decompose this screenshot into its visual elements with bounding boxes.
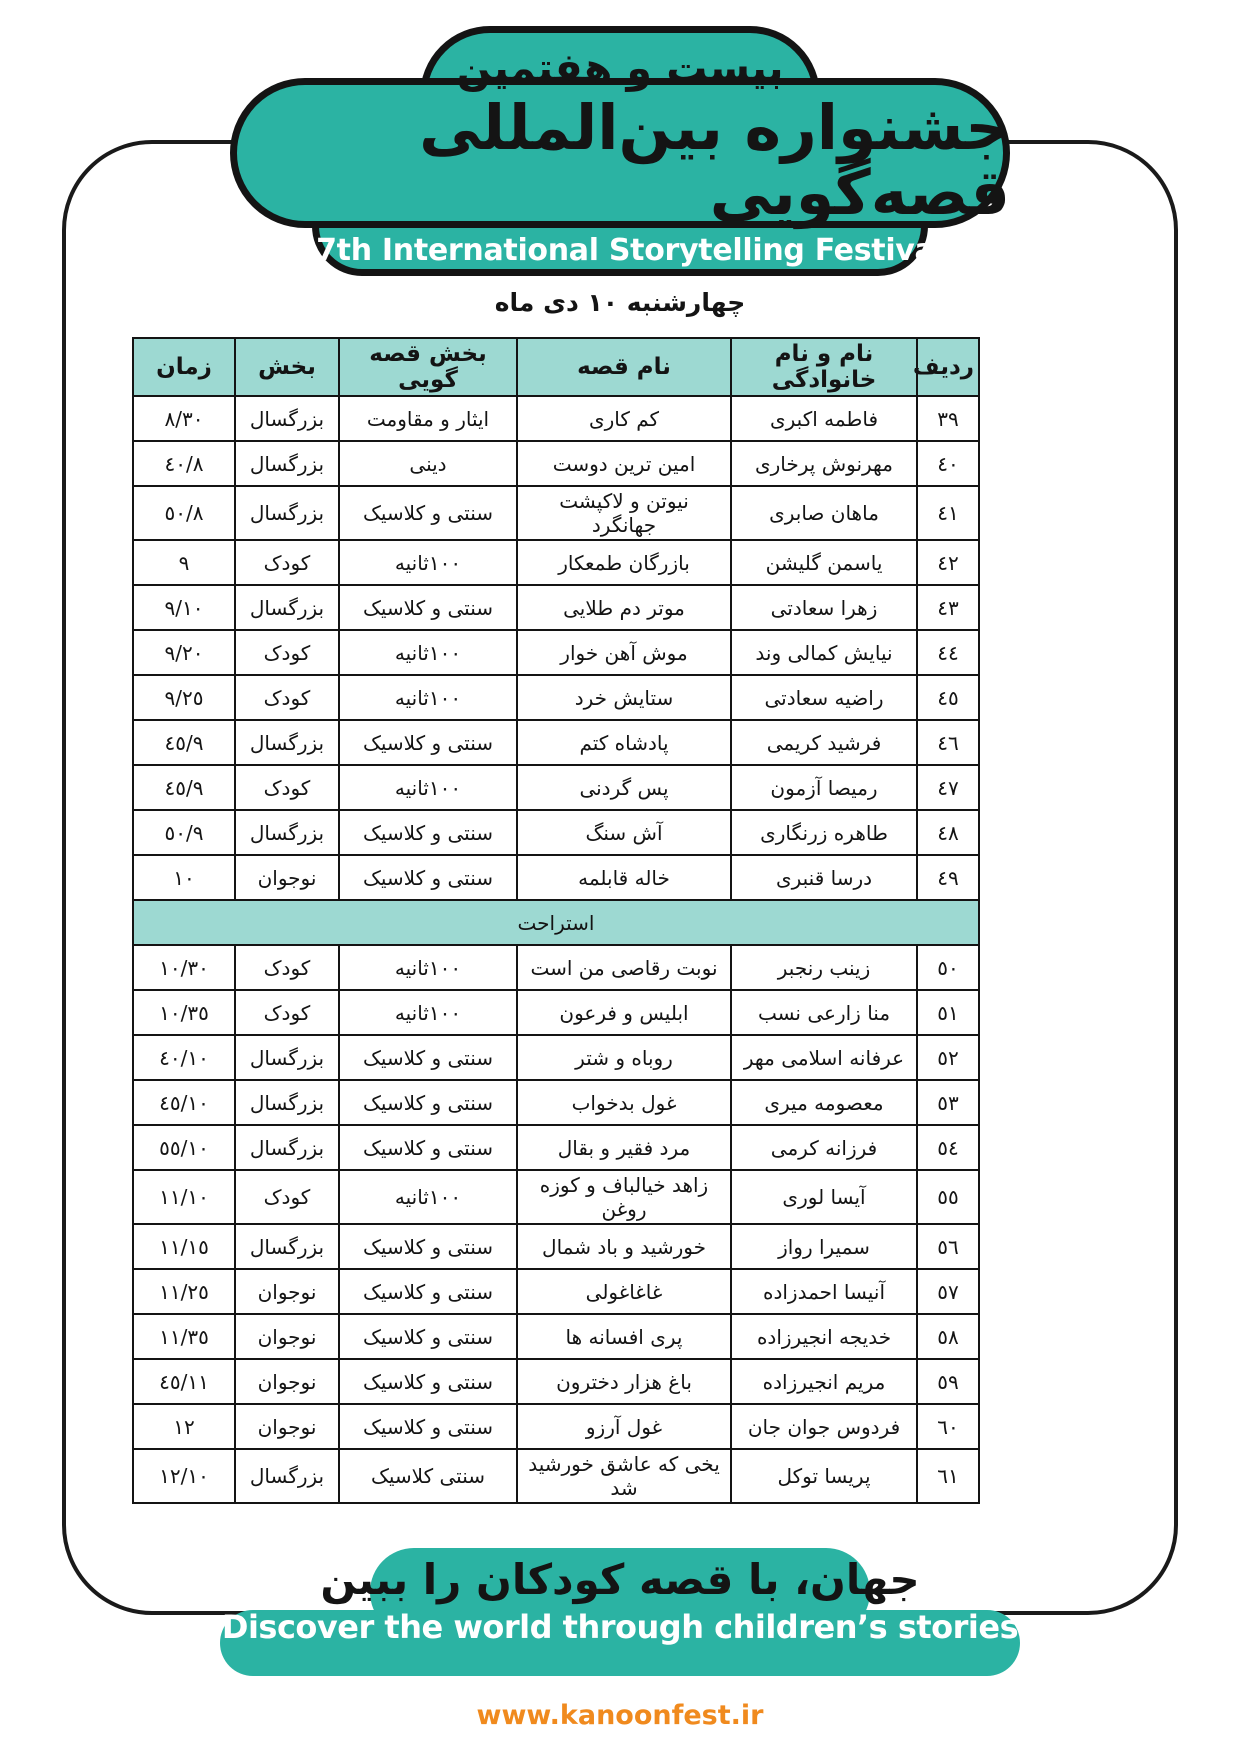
logo-text: [230, 26, 1010, 281]
cell-story-title: نیوتن و لاکپشت جهانگرد: [517, 486, 731, 540]
cell-storytelling-section: ۱۰۰ثانیه: [339, 630, 517, 675]
cell-row-number: ٦۰: [917, 1404, 979, 1449]
cell-storytelling-section: سنتی و کلاسیک: [339, 1314, 517, 1359]
cell-age-group: بزرگسال: [235, 1224, 339, 1269]
cell-storytelling-section: ۱۰۰ثانیه: [339, 540, 517, 585]
table-row: [133, 990, 979, 1035]
cell-performer-name: زهرا سعادتی: [731, 585, 917, 630]
cell-time: ۱۰/۳۰: [133, 945, 235, 990]
cell-storytelling-section: سنتی و کلاسیک: [339, 585, 517, 630]
cell-storytelling-section: ایثار و مقاومت: [339, 396, 517, 441]
cell-storytelling-section: سنتی و کلاسیک: [339, 1359, 517, 1404]
cell-story-title: موتر دم طلایی: [517, 585, 731, 630]
cell-storytelling-section: سنتی و کلاسیک: [339, 855, 517, 900]
cell-performer-name: سمیرا رواز: [731, 1224, 917, 1269]
cell-storytelling-section: سنتی و کلاسیک: [339, 810, 517, 855]
cell-performer-name: راضیه سعادتی: [731, 675, 917, 720]
festival-logo: [0, 18, 1240, 288]
cell-time: ۱۰: [133, 855, 235, 900]
cell-storytelling-section: ۱۰۰ثانیه: [339, 675, 517, 720]
table-row: [133, 486, 979, 540]
table-row: [133, 1080, 979, 1125]
table-row: [133, 1404, 979, 1449]
logo-edition-line: بیست و هفتمین: [456, 43, 784, 92]
cell-performer-name: مریم انجیرزاده: [731, 1359, 917, 1404]
cell-storytelling-section: ۱۰۰ثانیه: [339, 945, 517, 990]
cell-age-group: بزرگسال: [235, 1035, 339, 1080]
table-row: [133, 1359, 979, 1404]
table-row: [133, 765, 979, 810]
cell-story-title: خاله قابلمه: [517, 855, 731, 900]
cell-storytelling-section: سنتی و کلاسیک: [339, 1224, 517, 1269]
cell-row-number: ٥۳: [917, 1080, 979, 1125]
table-row: [133, 441, 979, 486]
cell-performer-name: معصومه میری: [731, 1080, 917, 1125]
cell-story-title: کم کاری: [517, 396, 731, 441]
cell-performer-name: رمیصا آزمون: [731, 765, 917, 810]
footer-shape: [220, 1548, 1020, 1688]
cell-time: ۸/٥۰: [133, 486, 235, 540]
cell-row-number: ٥٤: [917, 1125, 979, 1170]
cell-storytelling-section: سنتی و کلاسیک: [339, 1080, 517, 1125]
table-row: [133, 855, 979, 900]
cell-story-title: مرد فقیر و بقال: [517, 1125, 731, 1170]
cell-story-title: بازرگان طمعکار: [517, 540, 731, 585]
cell-performer-name: فرزانه کرمی: [731, 1125, 917, 1170]
table-row: [133, 1314, 979, 1359]
footer-slogan-fa: جهان، با قصه کودکان را ببین: [320, 1555, 920, 1604]
cell-time: ۹/٤٥: [133, 720, 235, 765]
cell-time: ۱۱/۱٥: [133, 1224, 235, 1269]
cell-story-title: غاغاغولی: [517, 1269, 731, 1314]
cell-story-title: موش آهن خوار: [517, 630, 731, 675]
cell-time: ۸/٤۰: [133, 441, 235, 486]
cell-time: ۹: [133, 540, 235, 585]
cell-story-title: غول آرزو: [517, 1404, 731, 1449]
cell-time: ۱۱/۳٥: [133, 1314, 235, 1359]
table-row: [133, 630, 979, 675]
cell-story-title: پری افسانه ها: [517, 1314, 731, 1359]
column-header-section: بخش قصه گویی: [339, 338, 517, 396]
cell-performer-name: طاهره زرنگاری: [731, 810, 917, 855]
cell-age-group: بزرگسال: [235, 396, 339, 441]
cell-row-number: ٤٥: [917, 675, 979, 720]
cell-age-group: کودک: [235, 945, 339, 990]
cell-story-title: امین ترین دوست: [517, 441, 731, 486]
cell-time: ۹/٤٥: [133, 765, 235, 810]
column-header-num: ردیف: [917, 338, 979, 396]
column-header-name: نام و نام خانوادگی: [731, 338, 917, 396]
cell-age-group: بزرگسال: [235, 585, 339, 630]
table-row: [133, 1170, 979, 1224]
cell-age-group: بزرگسال: [235, 1080, 339, 1125]
cell-age-group: بزرگسال: [235, 1125, 339, 1170]
cell-storytelling-section: سنتی کلاسیک: [339, 1449, 517, 1503]
cell-time: ۸/۳۰: [133, 396, 235, 441]
footer-text: [220, 1548, 1020, 1688]
cell-row-number: ٥٥: [917, 1170, 979, 1224]
cell-age-group: بزرگسال: [235, 810, 339, 855]
cell-time: ۱۰/٤۰: [133, 1035, 235, 1080]
cell-time: ۹/٥۰: [133, 810, 235, 855]
cell-story-title: پس گردنی: [517, 765, 731, 810]
cell-story-title: خورشید و باد شمال: [517, 1224, 731, 1269]
cell-storytelling-section: سنتی و کلاسیک: [339, 486, 517, 540]
cell-performer-name: منا زارعی نسب: [731, 990, 917, 1035]
cell-row-number: ٤۹: [917, 855, 979, 900]
table-header: [133, 338, 979, 396]
cell-story-title: ابلیس و فرعون: [517, 990, 731, 1035]
cell-time: ۱۱/٤٥: [133, 1359, 235, 1404]
cell-performer-name: فردوس جوان جان: [731, 1404, 917, 1449]
cell-row-number: ٥۰: [917, 945, 979, 990]
cell-story-title: نوبت رقاصی من است: [517, 945, 731, 990]
table-row: [133, 1449, 979, 1503]
cell-performer-name: ماهان صابری: [731, 486, 917, 540]
cell-row-number: ٥۲: [917, 1035, 979, 1080]
cell-row-number: ٥۱: [917, 990, 979, 1035]
cell-performer-name: خدیجه انجیرزاده: [731, 1314, 917, 1359]
table-row: [133, 1269, 979, 1314]
cell-row-number: ٤۳: [917, 585, 979, 630]
cell-row-number: ٦۱: [917, 1449, 979, 1503]
cell-storytelling-section: سنتی و کلاسیک: [339, 1035, 517, 1080]
cell-age-group: کودک: [235, 675, 339, 720]
cell-storytelling-section: سنتی و کلاسیک: [339, 1269, 517, 1314]
table-row: [133, 810, 979, 855]
cell-performer-name: پریسا توکل: [731, 1449, 917, 1503]
table-row: [133, 1125, 979, 1170]
cell-performer-name: فرشید کریمی: [731, 720, 917, 765]
cell-row-number: ٤۲: [917, 540, 979, 585]
cell-age-group: بزرگسال: [235, 720, 339, 765]
cell-story-title: زاهد خیالباف و کوزه روغن: [517, 1170, 731, 1224]
cell-age-group: کودک: [235, 540, 339, 585]
cell-story-title: پادشاه کتم: [517, 720, 731, 765]
table-row: [133, 720, 979, 765]
cell-time: ۱۲: [133, 1404, 235, 1449]
table-row: [133, 945, 979, 990]
cell-time: ۱۰/٤٥: [133, 1080, 235, 1125]
table-row: [133, 1224, 979, 1269]
cell-performer-name: آیسا لوری: [731, 1170, 917, 1224]
cell-storytelling-section: ۱۰۰ثانیه: [339, 765, 517, 810]
cell-age-group: نوجوان: [235, 855, 339, 900]
cell-performer-name: نیایش کمالی وند: [731, 630, 917, 675]
cell-storytelling-section: ۱۰۰ثانیه: [339, 1170, 517, 1224]
cell-story-title: روباه و شتر: [517, 1035, 731, 1080]
table-row: [133, 396, 979, 441]
cell-row-number: ٥۹: [917, 1359, 979, 1404]
cell-age-group: کودک: [235, 1170, 339, 1224]
cell-story-title: ستایش خرد: [517, 675, 731, 720]
cell-age-group: بزرگسال: [235, 486, 339, 540]
cell-time: ۹/۲٥: [133, 675, 235, 720]
cell-time: ۱۱/۲٥: [133, 1269, 235, 1314]
cell-storytelling-section: سنتی و کلاسیک: [339, 720, 517, 765]
cell-age-group: نوجوان: [235, 1404, 339, 1449]
cell-row-number: ٤۸: [917, 810, 979, 855]
cell-storytelling-section: سنتی و کلاسیک: [339, 1404, 517, 1449]
cell-row-number: ٤۷: [917, 765, 979, 810]
cell-storytelling-section: ۱۰۰ثانیه: [339, 990, 517, 1035]
cell-age-group: کودک: [235, 990, 339, 1035]
cell-performer-name: یاسمن گلیشن: [731, 540, 917, 585]
footer-slogan: [0, 1548, 1240, 1748]
schedule-date: چهارشنبه ۱۰ دی ماه: [494, 288, 746, 317]
cell-row-number: ٥۸: [917, 1314, 979, 1359]
cell-row-number: ٤۱: [917, 486, 979, 540]
festival-website-link[interactable]: www.kanoonfest.ir: [476, 1700, 764, 1731]
cell-row-number: ۳۹: [917, 396, 979, 441]
cell-performer-name: عرفانه اسلامی مهر: [731, 1035, 917, 1080]
cell-performer-name: زینب رنجبر: [731, 945, 917, 990]
logo-title-en: 27th International Storytelling Festival: [295, 232, 945, 268]
cell-performer-name: مهرنوش پرخاری: [731, 441, 917, 486]
table-row: [133, 675, 979, 720]
cell-age-group: کودک: [235, 765, 339, 810]
cell-story-title: آش سنگ: [517, 810, 731, 855]
cell-time: ۱۱/۱۰: [133, 1170, 235, 1224]
cell-age-group: بزرگسال: [235, 441, 339, 486]
break-label: استراحت: [133, 900, 979, 945]
cell-row-number: ٥۷: [917, 1269, 979, 1314]
cell-storytelling-section: دینی: [339, 441, 517, 486]
table-body: [133, 396, 979, 1503]
column-header-group: بخش: [235, 338, 339, 396]
cell-row-number: ٤۰: [917, 441, 979, 486]
table-header-row: [133, 338, 979, 396]
table-row: [133, 1035, 979, 1080]
cell-row-number: ٥٦: [917, 1224, 979, 1269]
column-header-story: نام قصه: [517, 338, 731, 396]
cell-performer-name: آنیسا احمدزاده: [731, 1269, 917, 1314]
schedule-table: [132, 337, 980, 1504]
schedule-table-container: [134, 337, 980, 1504]
table-row: [133, 585, 979, 630]
cell-age-group: نوجوان: [235, 1359, 339, 1404]
column-header-time: زمان: [133, 338, 235, 396]
footer-slogan-en: Discover the world through children’s stories: [221, 1608, 1019, 1647]
cell-row-number: ٤٤: [917, 630, 979, 675]
cell-storytelling-section: سنتی و کلاسیک: [339, 1125, 517, 1170]
cell-time: ۱۰/۳٥: [133, 990, 235, 1035]
cell-performer-name: فاطمه اکبری: [731, 396, 917, 441]
break-row: [133, 900, 979, 945]
cell-time: ۹/۱۰: [133, 585, 235, 630]
cell-age-group: نوجوان: [235, 1269, 339, 1314]
logo-title-fa: جشنواره بین‌المللی قصه‌گویی: [419, 90, 1010, 229]
cell-performer-name: درسا قنبری: [731, 855, 917, 900]
cell-story-title: یخی که عاشق خورشید شد: [517, 1449, 731, 1503]
cell-age-group: نوجوان: [235, 1314, 339, 1359]
cell-time: ۱۲/۱۰: [133, 1449, 235, 1503]
cell-row-number: ٤٦: [917, 720, 979, 765]
cell-age-group: کودک: [235, 630, 339, 675]
cell-age-group: بزرگسال: [235, 1449, 339, 1503]
cell-time: ۹/۲۰: [133, 630, 235, 675]
cell-story-title: باغ هزار دخترون: [517, 1359, 731, 1404]
cell-time: ۱۰/٥٥: [133, 1125, 235, 1170]
table-row: [133, 540, 979, 585]
logo-shape: [230, 26, 1010, 281]
cell-story-title: غول بدخواب: [517, 1080, 731, 1125]
